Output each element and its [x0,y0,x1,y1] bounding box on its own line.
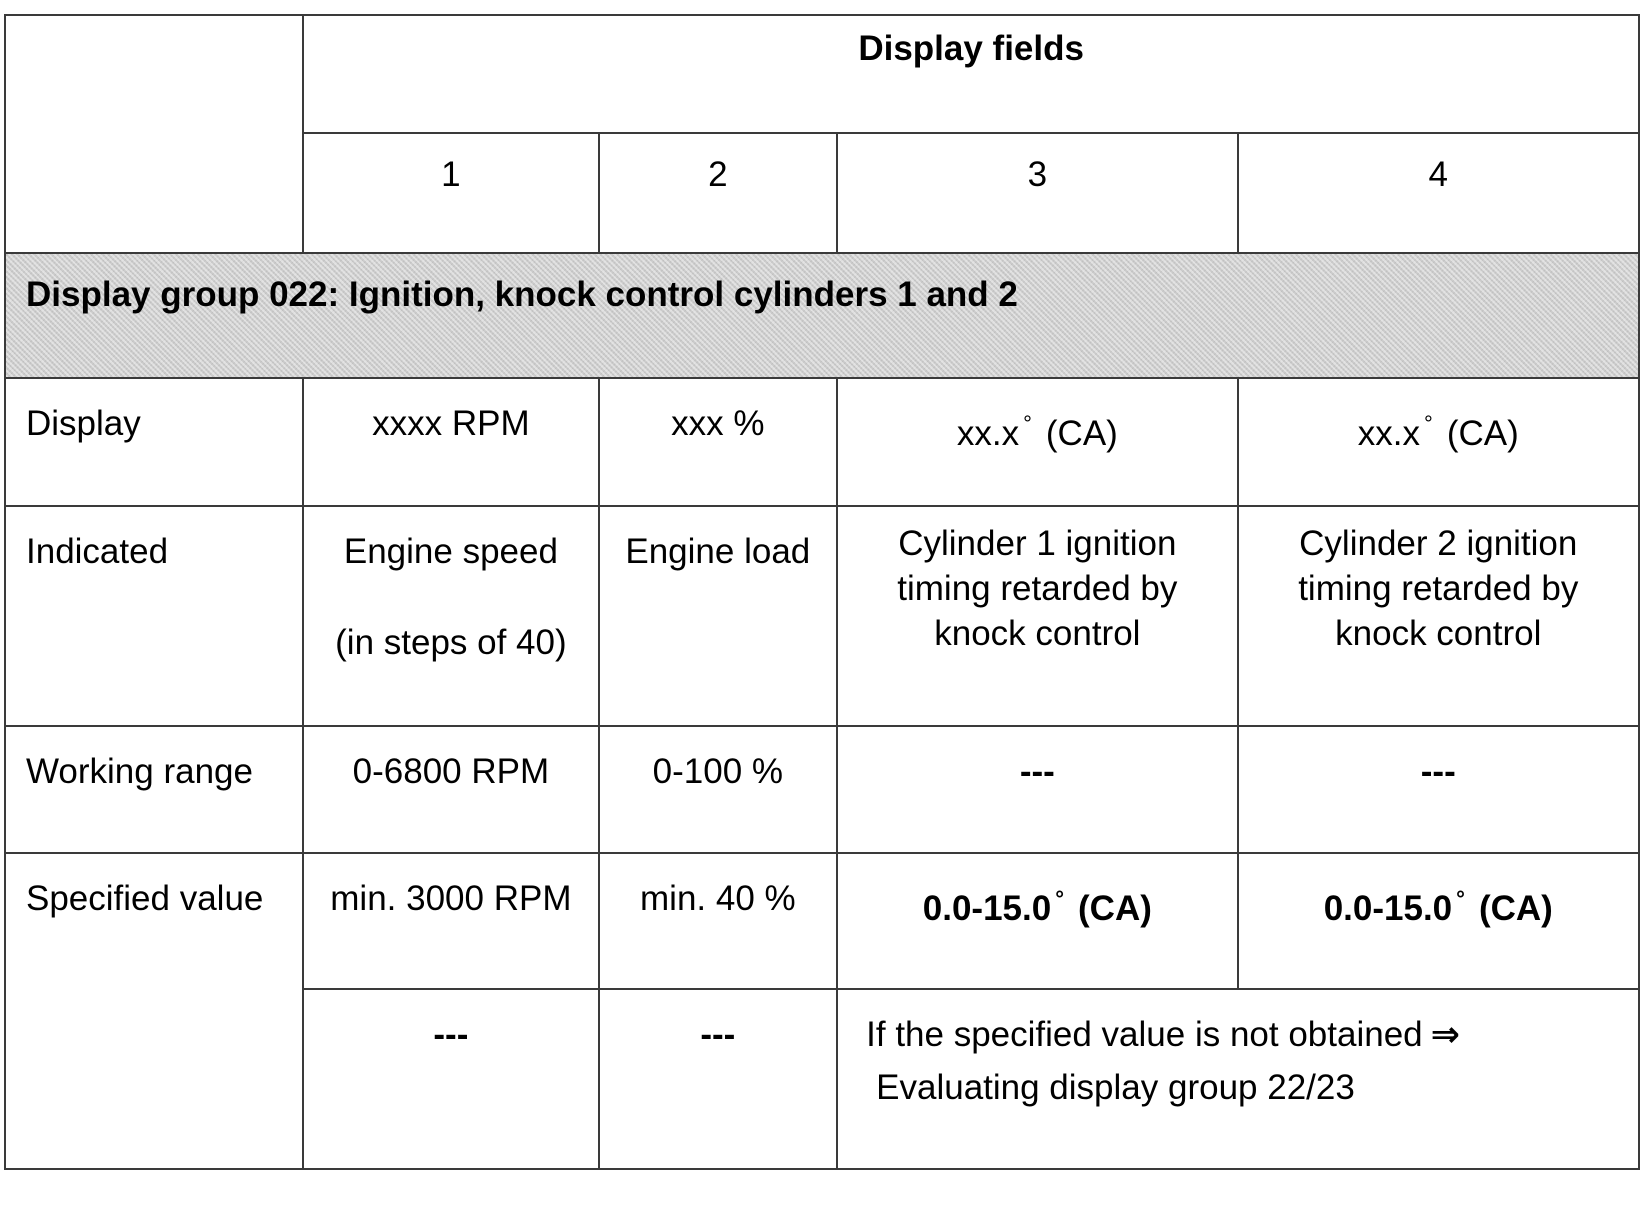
specified-field-3-unit: (CA) [1078,889,1152,928]
display-field-3-value: xx.x [956,414,1020,453]
indicated-field-3 [837,506,1237,726]
note-line-1 [866,1012,1638,1057]
note-line-1-text: If the specified value is not obtained [866,1015,1423,1054]
indicated-field-2: Engine load [599,506,838,726]
specified-field-4-unit: (CA) [1478,889,1553,928]
working-range-row [5,726,1639,853]
indicated-field-3-line2: timing retarded by [897,569,1178,608]
specified-value-note [837,989,1639,1169]
display-field-3 [837,378,1237,506]
specified-field-4 [1238,853,1639,989]
specified-field-4-value: 0.0-15.0 [1323,889,1453,928]
field-number-1: 1 [303,133,598,253]
indicated-row [5,506,1639,726]
specified-field-2: min. 40 % [599,853,838,989]
working-range-field-1: 0-6800 RPM [303,726,598,853]
specified-value-row [5,853,1639,989]
working-range-field-4: --- [1238,726,1639,853]
note-field-1: --- [303,989,598,1169]
indicated-row-label: Indicated [5,506,303,726]
display-group-title: Display group 022: Ignition, knock control cylinders 1 and 2 [5,253,1639,378]
indicated-field-4 [1238,506,1639,726]
working-range-label: Working range [5,726,303,853]
degree-symbol: ° [1023,411,1032,436]
degree-symbol: ° [1055,886,1065,911]
display-field-1: xxxx RPM [303,378,598,506]
display-group-table-sheet [4,14,1640,1214]
indicated-field-3-line1: Cylinder 1 ignition [898,524,1177,563]
display-field-2: xxx % [599,378,838,506]
field-number-2: 2 [599,133,838,253]
specified-field-3-value: 0.0-15.0 [922,889,1052,928]
field-number-4: 4 [1238,133,1639,253]
note-field-2: --- [599,989,838,1169]
note-line-2: Evaluating display group 22/23 [876,1068,1355,1107]
field-number-3: 3 [837,133,1237,253]
display-field-4 [1238,378,1639,506]
indicated-field-1 [303,506,598,726]
degree-symbol: ° [1456,886,1465,911]
specified-value-label: Specified value [5,853,303,1169]
indicated-field-4-line2: timing retarded by [1298,569,1579,608]
display-row [5,378,1639,506]
indicated-field-1-line2: (in steps of 40) [335,623,567,662]
indicated-field-1-line1: Engine speed [343,532,558,571]
working-range-field-2: 0-100 % [599,726,838,853]
header-corner-cell [5,15,303,253]
indicated-field-4-line1: Cylinder 2 ignition [1299,524,1578,563]
specified-field-1: min. 3000 RPM [303,853,598,989]
display-field-3-unit: (CA) [1045,414,1118,453]
display-row-label: Display [5,378,303,506]
display-field-4-unit: (CA) [1446,414,1519,453]
degree-symbol: ° [1424,411,1433,436]
header-title-row [5,15,1639,133]
arrow-right-icon: ⇒ [1430,1015,1460,1054]
indicated-field-3-line3: knock control [934,614,1141,653]
display-fields-title: Display fields [303,15,1639,133]
group-banner-row [5,253,1639,378]
specified-field-3 [837,853,1237,989]
display-field-4-value: xx.x [1357,414,1421,453]
indicated-field-4-line3: knock control [1335,614,1542,653]
working-range-field-3: --- [837,726,1237,853]
display-group-table [4,14,1640,1170]
